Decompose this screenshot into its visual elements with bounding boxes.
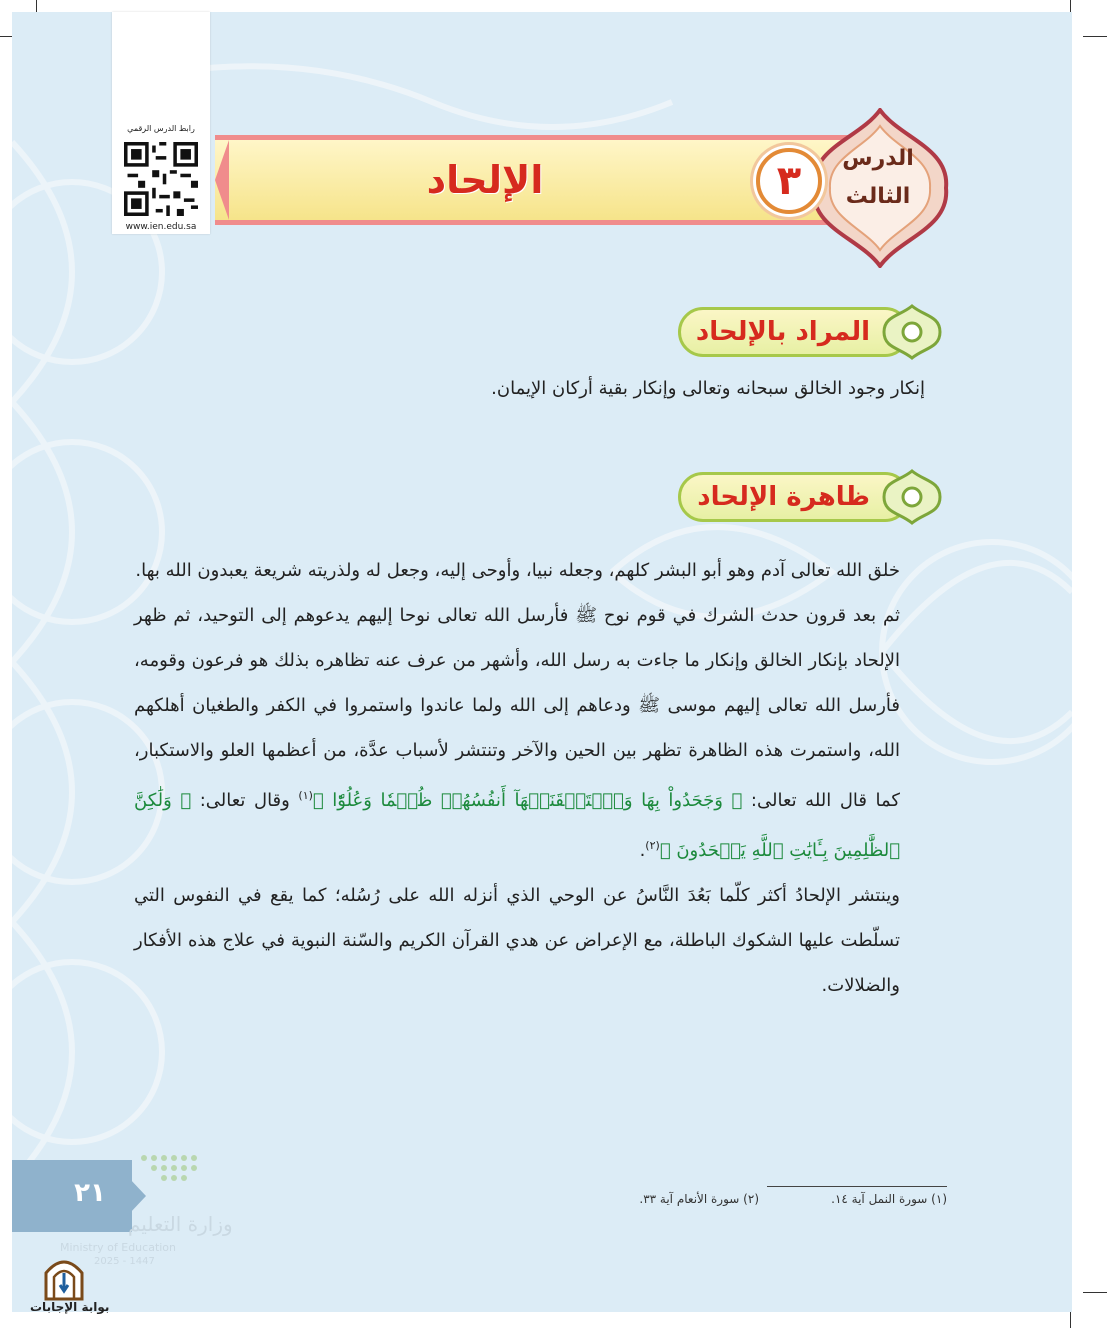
paragraph: وينتشر الإلحادُ أكثر كلّما بَعُدَ النَّاسُ عن الوحي الذي أنزله الله على رُسُله؛ كما يقع في النفوس التي تسلّطت عليها الشكوك الباطلة، مع الإعراض عن هدي القرآن الكريم والسّنة النبوية في علاج هذه الأفكار والضلالات. xyxy=(134,885,900,996)
crop-mark xyxy=(1083,1292,1107,1293)
crop-mark xyxy=(1083,36,1107,37)
answers-gate-logo-icon xyxy=(40,1255,88,1301)
section-heading: ظاهرة الإلحاد xyxy=(697,482,870,512)
paragraph: خلق الله تعالى آدم وهو أبو البشر كلهم، وجعله نبيا، وأوحى إليه، وجعل له ولذريته شريعة يعبدون الله بها. xyxy=(135,560,900,581)
quran-verse: ﴿ وَلَٰكِنَّ ٱلظَّٰلِمِينَ بِـَٔايَٰتِ ٱللَّهِ يَجۡحَدُونَ ﴾ xyxy=(134,790,900,861)
qr-code[interactable] xyxy=(124,142,198,216)
paragraph-text: . xyxy=(639,840,646,861)
qr-label: رابط الدرس الرقمي xyxy=(127,124,195,133)
edition-year: 2025 - 1447 xyxy=(94,1256,155,1267)
quran-verse: ﴿ وَجَحَدُواْ بِهَا وَٱسۡتَيۡقَنَتۡهَآ أَنفُسُهُمۡ ظُلۡمٗا وَعُلُوّٗا ﴾ xyxy=(312,790,743,811)
footnote-ref[interactable]: (٢) xyxy=(645,839,660,852)
paragraph-text: وقال تعالى: xyxy=(191,790,299,811)
lesson-title: الإلحاد xyxy=(426,158,544,202)
ministry-name-en: Ministry of Education xyxy=(60,1241,177,1254)
footnote: (٢) سورة الأنعام آية ٣٣. xyxy=(639,1192,759,1206)
page-number: ٢١ xyxy=(74,1178,106,1208)
section-ornament-icon xyxy=(880,467,944,527)
qr-url[interactable]: www.ien.edu.sa xyxy=(125,222,197,232)
answers-gate-label: بوابة الإجابات xyxy=(30,1300,110,1314)
footnote: (١) سورة النمل آية ١٤. xyxy=(831,1192,947,1206)
lesson-label: الدرس xyxy=(842,146,914,171)
ministry-logo-dots xyxy=(60,1152,200,1192)
ministry-name-ar: وزارة التعليم xyxy=(128,1212,233,1236)
footnote-ref[interactable]: (١) xyxy=(298,789,313,802)
paragraph-text: ثم بعد قرون حدث الشرك في قوم نوح ﷺ فأرسل الله تعالى نوحا إليهم يدعوهم إلى التوحيد، ثم ظهر الإلحاد بإنكار الخالق وإنكار ما جاءت به رسل الله، وأشهر من عرف عنه تظاهره بذلك هو فرعون وقومه، فأرسل الله تعالى إليهم موسى ﷺ ودعاهم إلى الله ولما عاندوا واستمروا في الكفر والطغيان أهلكهم الله، واستمرت هذه الظاهرة تظهر بين الحين والآخر وتنتشر لأسباب عدَّة، من أعظمها العلو والاستكبار، كما قال الله تعالى: xyxy=(134,605,900,811)
paragraph xyxy=(134,593,900,873)
section-heading: المراد بالإلحاد xyxy=(695,317,870,347)
footnote-divider xyxy=(767,1186,947,1187)
lesson-badge-text xyxy=(822,140,934,230)
lesson-number: ٣ xyxy=(756,148,822,214)
lesson-ordinal: الثالث xyxy=(845,184,911,209)
digital-lesson-qr-card[interactable] xyxy=(112,12,210,234)
body-text-block xyxy=(134,548,900,1008)
definition-text: إنكار وجود الخالق سبحانه وتعالى وإنكار بقية أركان الإيمان. xyxy=(491,378,925,399)
section-ornament-icon xyxy=(880,302,944,362)
